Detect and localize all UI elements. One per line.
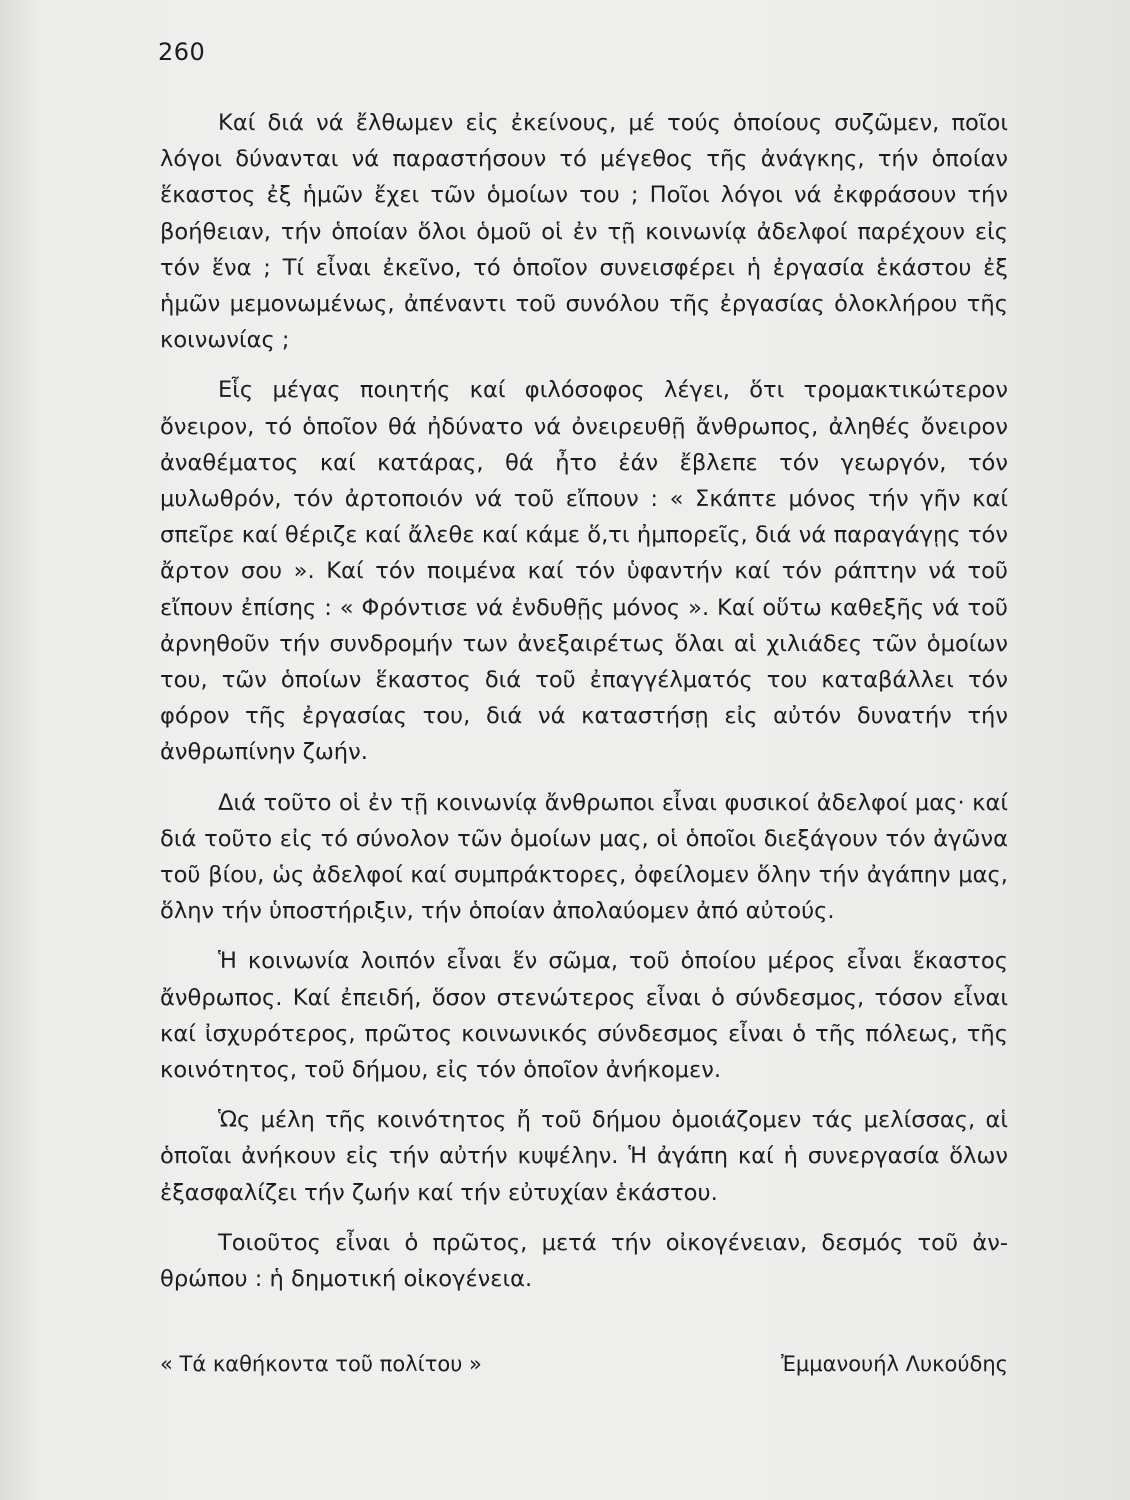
author-name: Ἐμμανουήλ Λυκούδης xyxy=(780,1352,1008,1376)
paragraph-3: Διά τοῦτο οἱ ἐν τῇ κοινωνίᾳ ἄνθρωποι εἶναι φυσικοί ἀδελφοί μας· καί διά τοῦτο εἰς τό σύνολον τῶν ὁμοίων μας, οἱ ὁποῖοι διεξάγουν τόν ἀγῶνα τοῦ βίου, ὡς ἀδελφοί καί συμπράκτορες, ὀφείλομεν ὅλην τήν ἀγάπην μας, ὅλην τήν ὑποστήριξιν, τήν ὁποίαν ἀπολαύομεν ἀπό αὐτούς. xyxy=(160,789,1008,925)
footer-attribution xyxy=(160,1352,1008,1376)
paragraph-6: Τοιοῦτος εἶναι ὁ πρῶτος, μετά τήν οἰκογένειαν, δεσμός τοῦ ἀνθρώπου : ἡ δημοτική οἰκογένεια. xyxy=(160,1229,1008,1293)
page-number: 260 xyxy=(158,38,206,66)
paragraph-1: Καί διά νά ἔλθωμεν εἰς ἐκείνους, μέ τούς ὁποίους συζῶμεν, ποῖοι λόγοι δύνανται νά παραστήσουν τό μέγεθος τῆς ἀνάγκης, τήν ὁποίαν ἕκαστος ἐξ ἡμῶν ἔχει τῶν ὁμοίων του ; Ποῖοι λόγοι νά ἐκφράσουν τήν βοήθειαν, τήν ὁποίαν ὅλοι ὁμοῦ οἱ ἐν τῇ κοινωνίᾳ ἀδελφοί παρέχουν εἰς τόν ἕνα ; Τί εἶναι ἐκεῖνο, τό ὁποῖον συνεισφέρει ἡ ἐργασία ἑκάστου ἐξ ἡμῶν μεμονωμένως, ἀπέναντι τοῦ συνόλου τῆς ἐργασίας ὁλοκλήρου τῆς κοινωνίας ; xyxy=(160,110,1008,354)
paragraph-2: Εἷς μέγας ποιητής καί φιλόσοφος λέγει, ὅτι τρομακτικώτερον ὄνειρον, τό ὁποῖον θά ἠδύνατο νά ὀνειρευθῇ ἄνθρωπος, ἀληθές ὄνειρον ἀναθέματος καί κατάρας, θά ἦτο ἐάν ἔβλεπε τόν γεωργόν, τόν μυλωθρόν, τόν ἀρτοποιόν νά τοῦ εἴπουν : « Σκάπτε μόνος τήν γῆν καί σπεῖρε καί θέριζε καί ἄλεθε καί κάμε ὅ,τι ἠμπορεῖς, διά νά παραγάγῃς τόν ἄρτον σου ». Καί τόν ποιμένα καί τόν ὑφαντήν καί τόν ράπτην νά τοῦ εἴπουν ἐπίσης : « Φρόντισε νά ἐνδυθῇς μόνος ». Καί οὕτω καθεξῆς νά τοῦ ἀρνηθοῦν τήν συνδρομήν των ἀνεξαιρέτως ὅλαι αἱ χιλιάδες τῶν ὁμοίων του, τῶν ὁποίων ἕκαστος διά τοῦ ἐπαγγέλματός του καταβάλλει τόν φόρον τῆς ἐργασίας του, διά νά καταστήσῃ εἰς αὐτόν δυνατήν τήν ἀνθρωπίνην ζωήν. xyxy=(160,377,1008,766)
paragraph-5: Ὡς μέλη τῆς κοινότητος ἤ τοῦ δήμου ὁμοιάζομεν τάς μελίσσας, αἱ ὁποῖαι ἀνήκουν εἰς τήν αὐτήν κυψέλην. Ἡ ἀγάπη καί ἡ συνεργασία ὅλων ἐξασφαλίζει τήν ζωήν καί τήν εὐτυχίαν ἑκάστου. xyxy=(160,1107,1008,1206)
paragraph-4: Ἡ κοινωνία λοιπόν εἶναι ἕν σῶμα, τοῦ ὁποίου μέρος εἶναι ἕκαστος ἄνθρωπος. Καί ἐπειδή, ὅσον στενώτερος εἶναι ὁ σύνδεσμος, τόσον εἶναι καί ἰσχυρότερος, πρῶτος κοινωνικός σύνδεσμος εἶναι ὁ τῆς πόλεως, τῆς κοινότητος, τοῦ δήμου, εἰς τόν ὁποῖον ἀνήκομεν. xyxy=(160,948,1008,1084)
main-text xyxy=(160,105,1008,1311)
source-title: « Τά καθήκοντα τοῦ πολίτου » xyxy=(160,1352,482,1376)
